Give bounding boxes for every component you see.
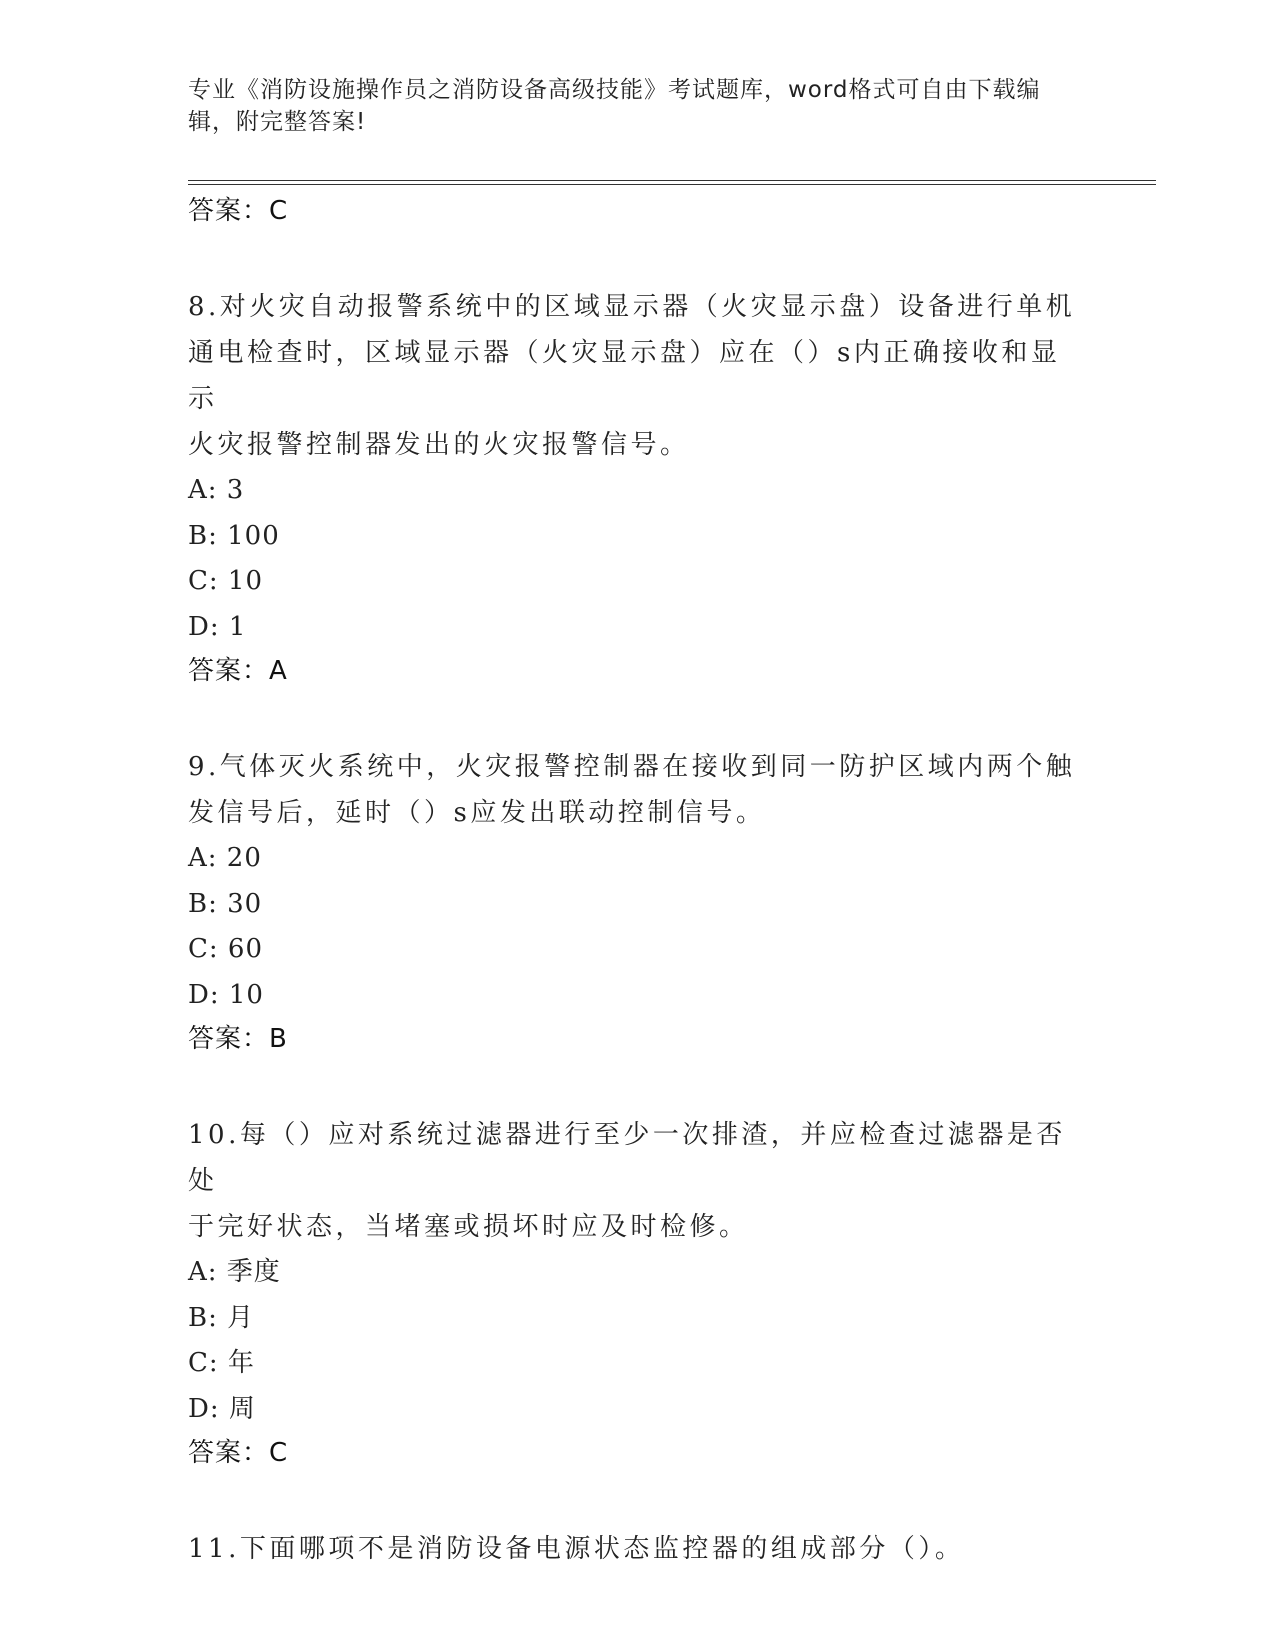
stem-line: 于完好状态，当堵塞或损坏时应及时检修。 (188, 1212, 749, 1242)
option-b: B: 100 (188, 520, 280, 551)
stem-line: 8.对火灾自动报警系统中的区域显示器（火灾显示盘）设备进行单机 (188, 292, 1076, 322)
stem-line: 9.气体灭火系统中，火灾报警控制器在接收到同一防护区域内两个触 (188, 752, 1076, 782)
header-line: 辑，附完整答案! (188, 109, 367, 135)
answer-line: 答案：A (188, 656, 288, 686)
header-divider (188, 184, 1156, 185)
stem-line: 通电检查时，区域显示器（火灾显示盘）应在（）s内正确接收和显示 (188, 338, 1061, 414)
option-c: C: 60 (188, 934, 264, 964)
answer-line: 答案：C (188, 1438, 289, 1468)
question-stem (188, 744, 1088, 836)
option-a: A: 20 (188, 843, 262, 873)
header-line: 专业《消防设施操作员之消防设备高级技能》考试题库，word格式可自由下载编 (188, 77, 1041, 103)
option-a: A: 季度 (188, 1257, 281, 1287)
question-stem (188, 1526, 1088, 1572)
option-d: D: 10 (188, 979, 264, 1010)
option-a: A: 3 (188, 475, 245, 505)
question-list (188, 191, 1088, 1572)
stem-line: 发信号后，延时（）s应发出联动控制信号。 (188, 798, 766, 828)
option-c: C: 年 (188, 1348, 255, 1378)
header-divider (188, 180, 1156, 181)
option-d: D: 周 (188, 1393, 256, 1424)
question-item (188, 284, 1088, 691)
option-b: B: 月 (188, 1302, 255, 1333)
stem-line: 11.下面哪项不是消防设备电源状态监控器的组成部分（）。 (188, 1534, 965, 1564)
question-item (188, 744, 1088, 1059)
stem-line: 火灾报警控制器发出的火灾报警信号。 (188, 430, 690, 460)
answer-line: 答案：B (188, 1024, 288, 1054)
question-item (188, 1112, 1088, 1473)
option-c: C: 10 (188, 566, 264, 596)
question-stem (188, 284, 1088, 468)
option-d: D: 1 (188, 611, 247, 642)
option-b: B: 30 (188, 888, 263, 919)
question-item (188, 1526, 1088, 1572)
stem-line: 10.每（）应对系统过滤器进行至少一次排渣，并应检查过滤器是否处 (188, 1120, 1066, 1196)
document-header (188, 74, 1088, 138)
answer-line: 答案：C (188, 196, 289, 226)
question-stem (188, 1112, 1088, 1250)
